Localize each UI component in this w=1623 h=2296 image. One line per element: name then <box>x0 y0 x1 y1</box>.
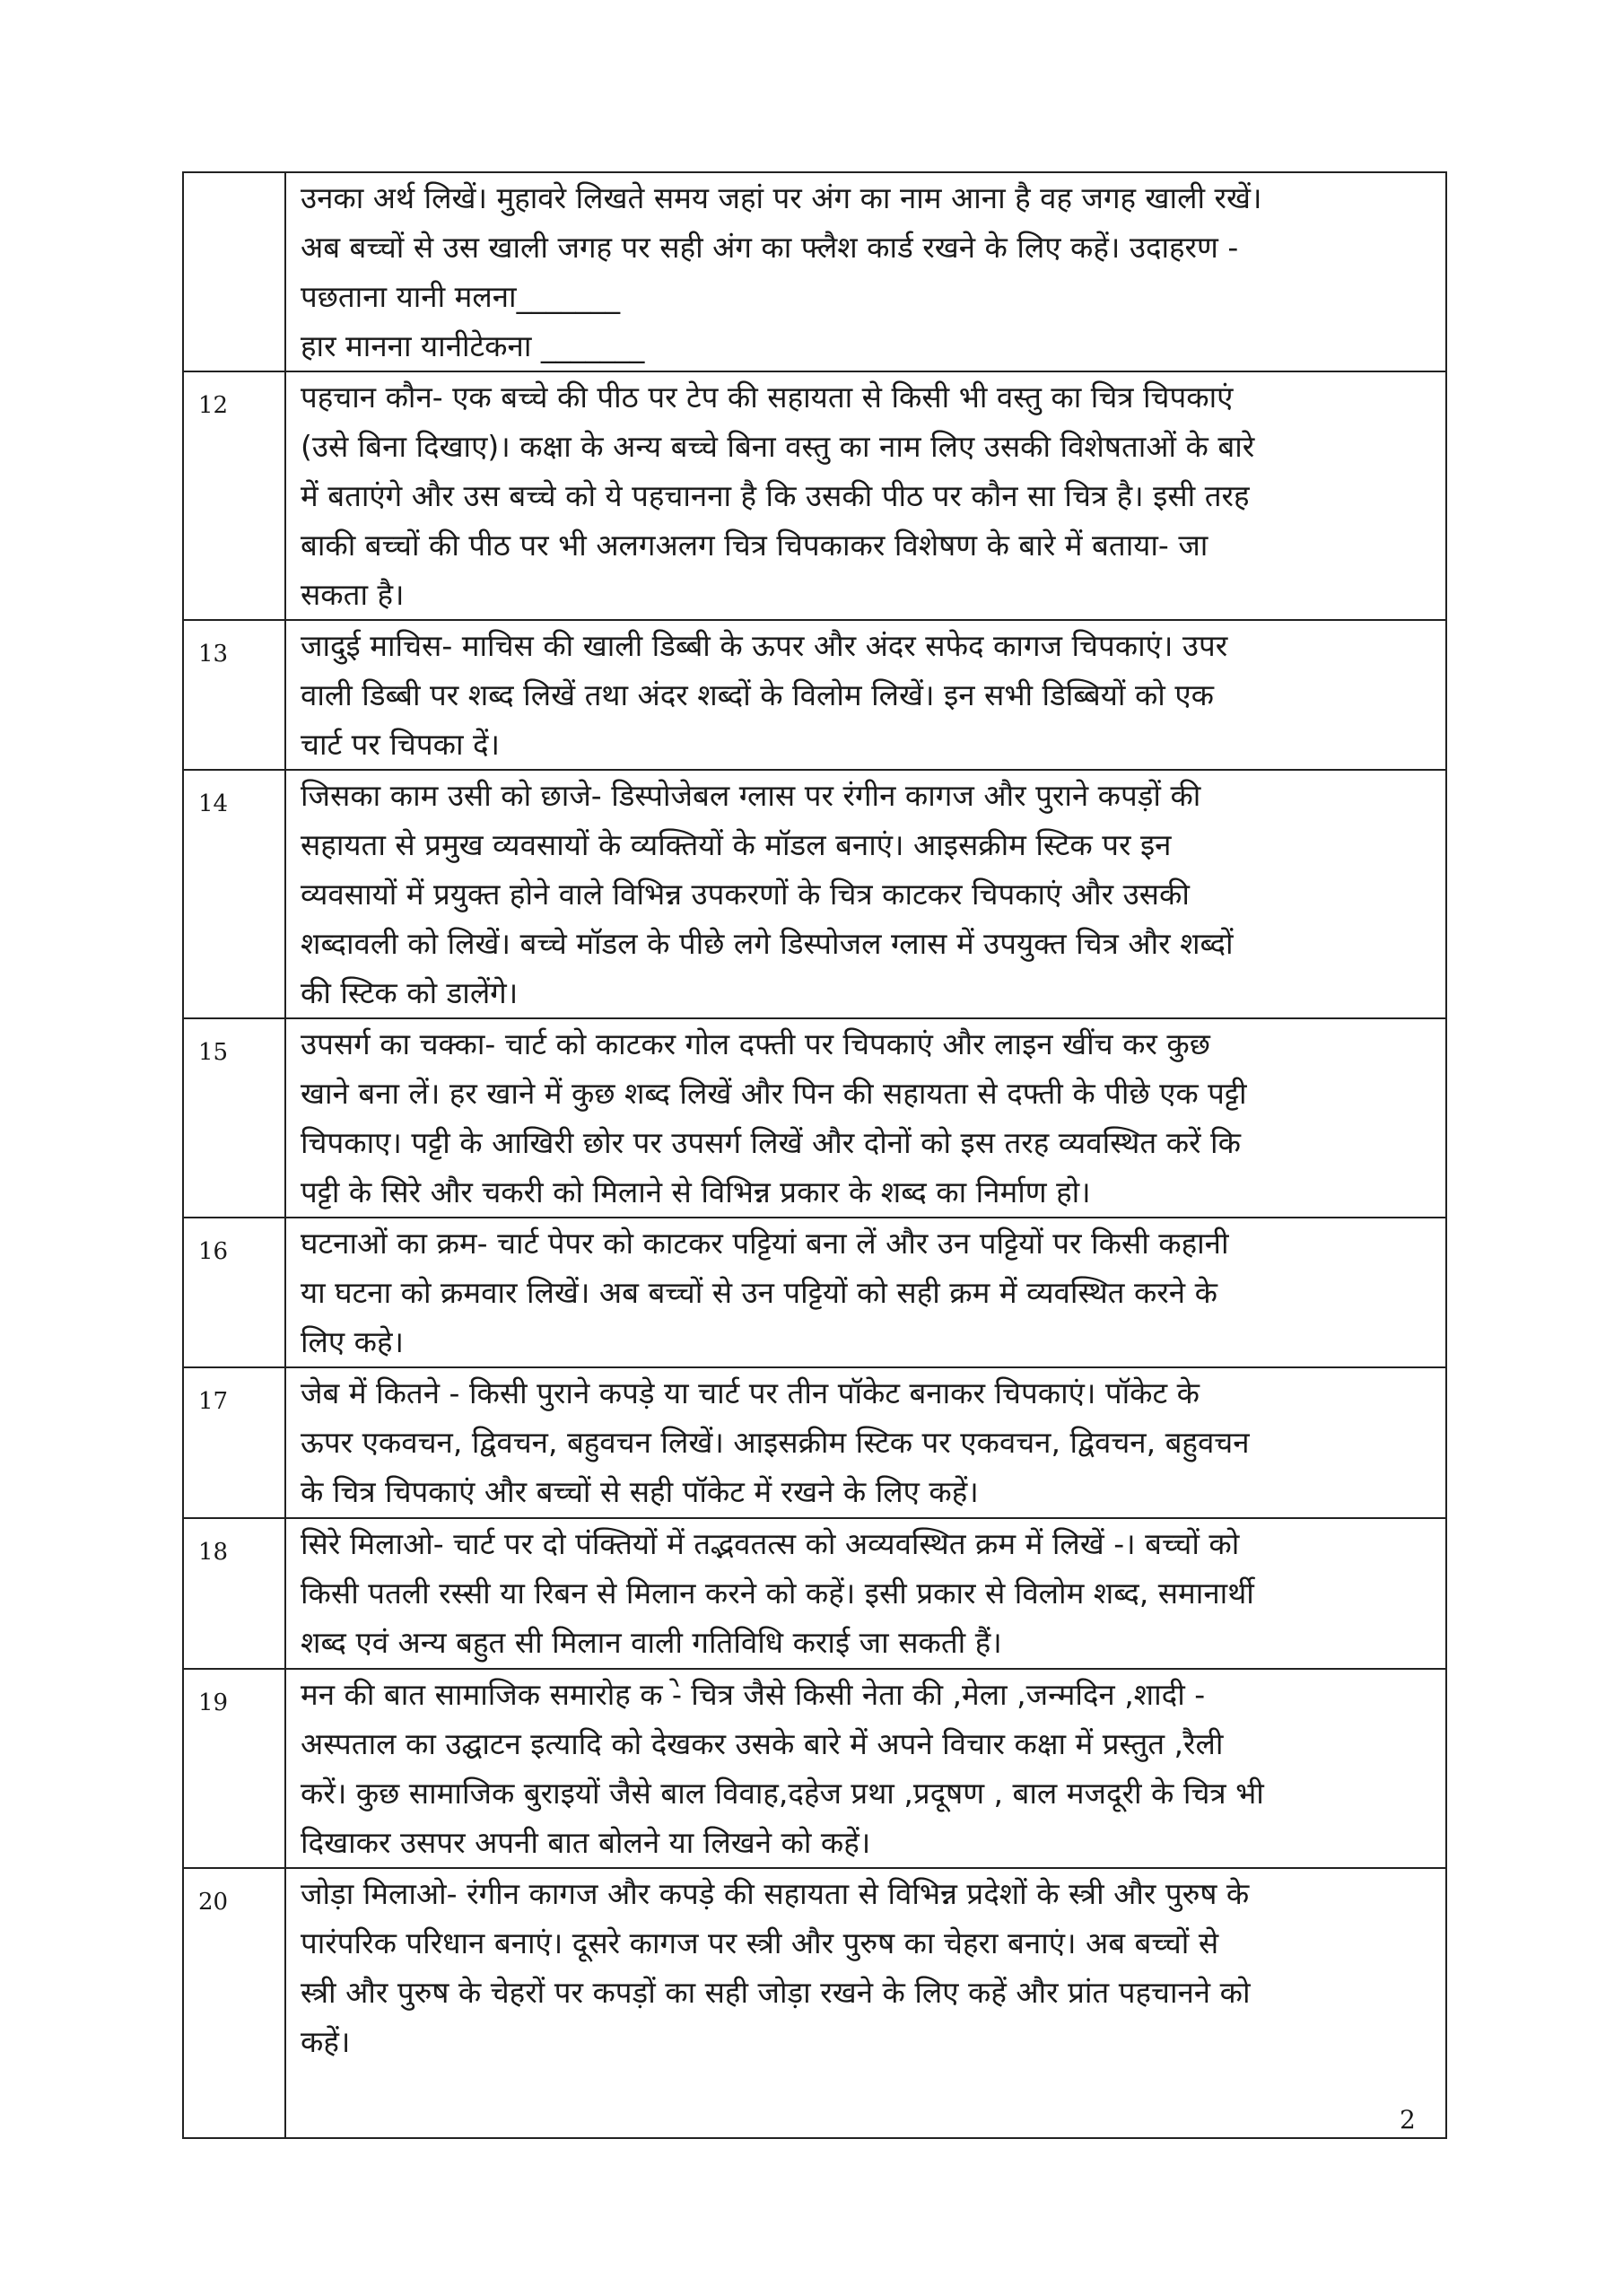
text-line: जेब में कितने - किसी पुराने कपड़े या चार्ट पर तीन पॉकेट बनाकर चिपकाएं। पॉकेट के <box>301 1375 1200 1410</box>
text-line: स्त्री और पुरुष के चेहरों पर कपड़ों का सही जोड़ा रखने के लिए कहें और प्रांत पहचानने को <box>301 1975 1251 2010</box>
text-line: घटनाओं का क्रम- चार्ट पेपर को काटकर पट्टियां बना लें और उन पट्टियों पर किसी कहानी <box>301 1226 1229 1261</box>
activities-table <box>182 171 1447 2139</box>
row-description <box>285 371 1446 620</box>
text-line: मन की बात सामाजिक समारोह क -े चित्र जैसे किसी नेता की ,मेला ,जन्मदिन ,शादी - <box>301 1677 1206 1712</box>
text-line: सहायता से प्रमुख व्यवसायों के व्यक्तियों के मॉडल बनाएं। आइसक्रीम स्टिक पर इन <box>301 827 1172 862</box>
text-line: अस्पताल का उद्घाटन इत्यादि को देखकर उसके बारे में अपने विचार कक्षा में प्रस्तुत ,रैली <box>301 1726 1224 1761</box>
text-line: (उसे बिना दिखाए)। कक्षा के अन्य बच्चे बिना वस्तु का नाम लिए उसकी विशेषताओं के बारे <box>301 429 1255 464</box>
text-line: या घटना को क्रमवार लिखें। अब बच्चों से उन पट्टियों को सही क्रम में व्यवस्थित करने के <box>301 1275 1217 1310</box>
table-row <box>183 1518 1446 1669</box>
text-line: शब्दावली को लिखें। बच्चे मॉडल के पीछे लगे डिस्पोजल ग्लास में उपयुक्त चित्र और शब्दों <box>301 926 1234 961</box>
row-description <box>285 1218 1446 1367</box>
text-line: खाने बना लें। हर खाने में कुछ शब्द लिखें और पिन की सहायता से दफ्ती के पीछे एक पट्टी <box>301 1076 1247 1111</box>
page-number: 2 <box>1400 2105 1416 2134</box>
text-line: व्यवसायों में प्रयुक्त होने वाले विभिन्न उपकरणों के चित्र काटकर चिपकाएं और उसकी <box>301 877 1190 912</box>
row-description <box>285 770 1446 1018</box>
text-line: के चित्र चिपकाएं और बच्चों से सही पॉकेट में रखने के लिए कहें। <box>301 1474 979 1509</box>
text-line: पारंपरिक परिधान बनाएं। दूसरे कागज पर स्त्री और पुरुष का चेहरा बनाएं। अब बच्चों से <box>301 1925 1219 1960</box>
text-line: में बताएंगे और उस बच्चे को ये पहचानना है कि उसकी पीठ पर कौन सा चित्र है। इसी तरह <box>301 478 1250 513</box>
row-number: 14 <box>183 770 285 1018</box>
row-number: 12 <box>183 371 285 620</box>
table-row <box>183 172 1446 371</box>
row-number: 17 <box>183 1367 285 1518</box>
row-number: 18 <box>183 1518 285 1669</box>
row-number: 20 <box>183 1868 285 2138</box>
text-line: की स्टिक को डालेंगे। <box>301 975 519 1010</box>
text-line: शब्द एवं अन्य बहुत सी मिलान वाली गतिविधि कराई जा सकती हैं। <box>301 1625 1002 1660</box>
text-line: जादुई माचिस- माचिस की खाली डिब्बी के ऊपर और अंदर सफेद कागज चिपकाएं। उपर <box>301 628 1228 663</box>
text-line: हार मानना यानीटेकना _______ <box>301 328 645 363</box>
row-description <box>285 172 1446 371</box>
text-line: करें। कुछ सामाजिक बुराइयों जैसे बाल विवाह,दहेज प्रथा ,प्रदूषण , बाल मजदूरी के चित्र भी <box>301 1776 1264 1811</box>
row-number: 16 <box>183 1218 285 1367</box>
text-line: सकता है। <box>301 577 405 612</box>
text-line: कहें। <box>301 2024 351 2059</box>
table-row <box>183 770 1446 1018</box>
text-line: ऊपर एकवचन, द्विवचन, बहुवचन लिखें। आइसक्रीम स्टिक पर एकवचन, द्विवचन, बहुवचन <box>301 1425 1250 1460</box>
table-row <box>183 1218 1446 1367</box>
row-description <box>285 1518 1446 1669</box>
text-line: चार्ट पर चिपका दें। <box>301 727 501 762</box>
table-row <box>183 1669 1446 1868</box>
table-row <box>183 620 1446 770</box>
row-description <box>285 1669 1446 1868</box>
text-line: अब बच्चों से उस खाली जगह पर सही अंग का फ्लैश कार्ड रखने के लिए कहें। उदाहरण - <box>301 230 1239 265</box>
row-description <box>285 1868 1446 2138</box>
activities-table-body <box>183 172 1446 2138</box>
row-number: 19 <box>183 1669 285 1868</box>
text-line: जिसका काम उसी को छाजे- डिस्पोजेबल ग्लास पर रंगीन कागज और पुराने कपड़ों की <box>301 778 1201 813</box>
text-line: पहचान कौन- एक बच्चे की पीठ पर टेप की सहायता से किसी भी वस्तु का चित्र चिपकाएं <box>301 380 1234 415</box>
row-number: 15 <box>183 1018 285 1218</box>
text-line: पछताना यानी मलना_______ <box>301 279 621 314</box>
text-line: उपसर्ग का चक्का- चार्ट को काटकर गोल दफ्ती पर चिपकाएं और लाइन खींच कर कुछ <box>301 1026 1210 1061</box>
row-number: 13 <box>183 620 285 770</box>
row-number <box>183 172 285 371</box>
table-row <box>183 1868 1446 2138</box>
text-line: सिरे मिलाओ- चार्ट पर दो पंक्तियों में तद्भवतत्स को अव्यवस्थित क्रम में लिखें -। बच्चों को <box>301 1526 1240 1561</box>
table-row <box>183 1367 1446 1518</box>
text-line: जोड़ा मिलाओ- रंगीन कागज और कपड़े की सहायता से विभिन्न प्रदेशों के स्त्री और पुरुष के <box>301 1876 1250 1911</box>
row-description <box>285 620 1446 770</box>
row-description <box>285 1367 1446 1518</box>
table-row <box>183 1018 1446 1218</box>
text-line: वाली डिब्बी पर शब्द लिखें तथा अंदर शब्दों के विलोम लिखें। इन सभी डिब्बियों को एक <box>301 677 1214 712</box>
text-line: किसी पतली रस्सी या रिबन से मिलान करने को कहें। इसी प्रकार से विलोम शब्द, समानार्थी <box>301 1576 1254 1611</box>
text-line: पट्टी के सिरे और चकरी को मिलाने से विभिन्न प्रकार के शब्द का निर्माण हो। <box>301 1174 1091 1209</box>
text-line: बाकी बच्चों की पीठ पर भी अलगअलग चित्र चिपकाकर विशेषण के बारे में बताया- जा <box>301 528 1209 563</box>
text-line: उनका अर्थ लिखें। मुहावरे लिखते समय जहां पर अंग का नाम आना है वह जगह खाली रखें। <box>301 180 1262 215</box>
table-row <box>183 371 1446 620</box>
text-line: चिपकाए। पट्टी के आखिरी छोर पर उपसर्ग लिखें और दोनों को इस तरह व्यवस्थित करें कि <box>301 1125 1241 1160</box>
text-line: दिखाकर उसपर अपनी बात बोलने या लिखने को कहें। <box>301 1825 871 1860</box>
text-line: लिए कहे। <box>301 1324 405 1359</box>
row-description <box>285 1018 1446 1218</box>
